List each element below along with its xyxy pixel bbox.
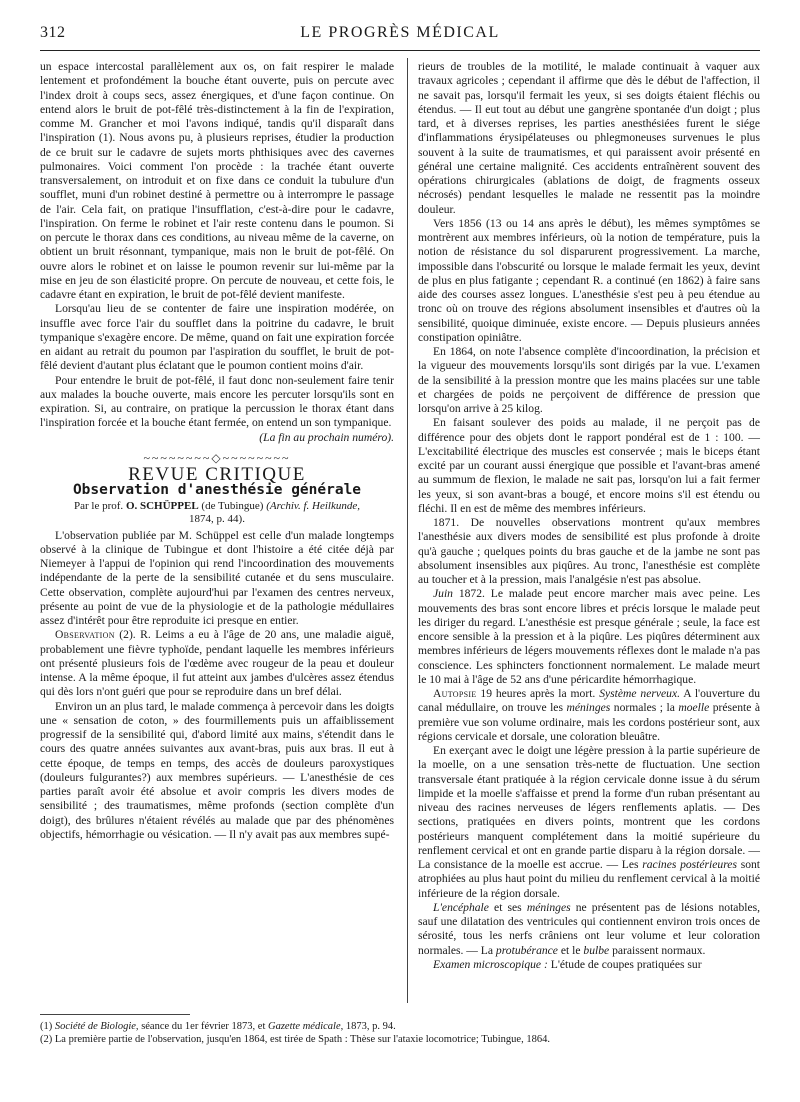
footnote xyxy=(40,1033,760,1046)
footnote-marker: (1) xyxy=(40,1021,53,1032)
continuation-note: (La fin au prochain numéro). xyxy=(259,430,394,444)
italic-term: moelle xyxy=(678,701,710,715)
footnote-text: 1873, p. 94. xyxy=(345,1021,396,1032)
paragraph-text: L'étude de coupes pratiquées sur xyxy=(550,957,702,971)
byline-prefix: Par le prof. xyxy=(74,499,124,512)
paragraph-text: (2). R. Leims a eu à l'âge de 20 ans, une maladie aiguë, probablement une fièvre typhoïde, pendant laquelle les membres inférieurs ont présenté plusieurs fois de l'œdème avec rougeur de la peau et douleur intense. A la même époque, il fut atteint aux jambes d'ulcères assez étendus qui dès lors n'ont guéri que pour se reproduire dans un bref délai. xyxy=(40,628,394,699)
footnote-source: Gazette médicale, xyxy=(268,1021,344,1032)
footnotes xyxy=(40,1020,760,1046)
paragraph-text: sont atrophiées au plus haut point du milieu du renflement cervical à la moitié inférieure de la région dorsale. xyxy=(418,858,761,900)
paragraph-text: présente à première vue son volume ordinaire, mais les cordons postérieur sont, aux régions cervicale et dorsale, une coloration bleuâtre. xyxy=(418,701,761,743)
paragraph xyxy=(418,958,760,972)
paragraph xyxy=(418,587,760,687)
footnote-source: Société de Biologie, xyxy=(54,1021,139,1032)
italic-term: Examen microscopique : xyxy=(433,957,548,971)
byline xyxy=(40,500,394,526)
paragraph: Environ un an plus tard, le malade commença à percevoir dans les doigts une « sensation de coton, » des fourmillements puis un affaiblissement progressif de la sensibilité qui, d'abord limité aux mains, s'étendit dans le cours des quatre années suivantes aux avant-bras, puis aux bras. Il eut à cette époque, de temps en temps, des accès de douleurs paroxystiques (douleurs fulgurantes?) aux membres supérieurs. — L'anesthésie de ces parties paraît avoir été absolue et avoir compris les divers modes de sensibilité ; des traumatismes, même profonds (section complète d'un doigt), des brûlures n'étaient révélés au malade que par des phénomènes objectifs, hémorrhagie ou vésication. — Il n'y avait pas aux membres supé- xyxy=(40,699,394,841)
italic-term: bulbe xyxy=(583,943,610,957)
paragraph-text: normales ; la xyxy=(613,701,675,715)
left-column xyxy=(40,60,394,842)
byline-source: (Archiv. f. Heilkunde, xyxy=(266,499,360,512)
byline-source-ref: 1874, p. 44). xyxy=(189,512,245,525)
footnote-text: séance du 1er février 1873, et xyxy=(141,1021,266,1032)
footnote-rule xyxy=(40,1014,190,1015)
paragraph xyxy=(418,901,760,958)
paragraph: En faisant soulever des poids au malade, il ne perçoit pas de différence pour des objets dont le rapport pondéral est de 1 : 100. — L'excitabilité électrique des muscles est conservée ; mais le biceps étant excité par un courant aussi énergique que possible et l'avant-bras amené au summum de flexion, le malade ne sait pas, lorsqu'on lui a fait fermer les yeux, si son avant-bras a bougé, et encore moins s'il est étendu ou fléchi. Il en est de même des membres inférieurs. xyxy=(418,416,760,515)
run-in-heading: Juin xyxy=(433,587,453,601)
run-in-heading: Autopsie xyxy=(433,687,477,700)
article-title: Observation d'anesthésie générale xyxy=(72,482,362,499)
column-divider xyxy=(407,58,408,1003)
paragraph: un espace intercostal parallèlement aux os, on fait respirer le malade lentement et profondément la bouche étant ouverte, puis on percute avec l'index droit à coups secs, assez énergiques, et d'une façon continue. On entend alors le bruit de pot-fêlé très-distinctement à la fin de l'expiration, comme M. Grancher et moi l'avons indiqué, tandis qu'il disparaît dans l'inspiration (1). Nous avons pu, à plusieurs reprises, étudier la production de ce bruit sur le cadavre de sujets morts phthisiques avec des cavernes pulmonaires. Voici comment l'on procède : la trachée étant ouverte transversalement, on introduit et on fixe dans ce conduit la tubulure d'un soufflet, muni d'un robinet destiné à permettre ou à interrompre le passage de l'air. Cela fait, on pratique l'insufflation, c'est-à-dire pour le cadavre, l'inspiration. On ferme le robinet et l'air reste contenu dans le poumon. Si on percute le thorax dans ces conditions, au niveau même de la caverne, on obtient un bruit résonnant, tympanique, mais non le bruit de pot-fêlé. On ouvre alors le robinet et on laisse le poumon revenir sur lui-même par la mise en jeu de son élasticité propre. On percute de nouveau, et cette fois, le cadavre étant en expiration, le bruit de pot-fêlé devient manifeste. xyxy=(40,60,394,301)
paragraph: rieurs de troubles de la motilité, le malade continuait à vaquer aux travaux agricoles ; cependant il affirme que dès le début de l'affection, il ne savait pas, lorsqu'il fermait les yeux, si ses doigts étaient fléchis ou étendus. — Il eut tout au début une gangrène spontanée d'un doigt ; plus tard, et à diverses reprises, les parties anesthésiées furent le siége d'inflammations érysipélateuses ou phlegmoneuses survenues le plus souvent à la suite de traumatismes, et qui paraissent avoir présenté en général une certaine malignité. Ces accidents entraînèrent souvent des opérations chirurgicales (ablations de doigt, de fragments osseux nécrosés) pendant lesquelles le malade ne ressentit pas la moindre douleur. xyxy=(418,60,760,216)
paragraph xyxy=(418,744,760,901)
paragraph xyxy=(40,628,394,699)
section-ornament: ~~~~~~~~◇~~~~~~~~ xyxy=(143,450,291,465)
footnote-text: La première partie de l'observation, jusqu'en 1864, est tirée de Spath : Thèse sur l'ataxie locomotrice; Tubingue, 1864. xyxy=(54,1034,550,1045)
right-column xyxy=(418,60,760,972)
byline-affiliation: (de Tubingue) xyxy=(201,499,264,512)
footnote-marker: (2) xyxy=(40,1034,53,1045)
italic-term: racines postérieures xyxy=(642,858,737,871)
paragraph: En 1864, on note l'absence complète d'incoordination, la précision et la vigueur des mouvements lorsqu'ils sont dirigés par la vue. L'examen de la sensibilité à la pression montre que les mains placées sur une table et chargées de poids ne perçoivent de différence de pression que lorsqu'on arrive à 25 kilog. xyxy=(418,345,760,415)
paragraph-text: et le xyxy=(560,943,581,957)
page-number: 312 xyxy=(40,24,66,41)
paragraph xyxy=(418,687,760,744)
section-title: REVUE CRITIQUE xyxy=(128,464,306,485)
paragraph-text: paraissent normaux. xyxy=(612,943,706,957)
italic-term: L'encéphale xyxy=(433,900,489,914)
paragraph xyxy=(40,373,394,444)
footnote xyxy=(40,1020,760,1033)
paragraph-text: Pour entendre le bruit de pot-fêlé, il faut donc non-seulement faire tenir aux malades la bouche ouverte, mais encore les percuter lorsqu'ils sont en expiration. Si, au contraire, on pratique la percussion le thorax étant dans l'inspiration forcée et la bouche étant fermée, on entend un son tympanique. xyxy=(40,373,394,430)
journal-title: LE PROGRÈS MÉDICAL xyxy=(300,24,500,41)
run-in-heading: Observation xyxy=(55,628,115,642)
paragraph-text: En exerçant avec le doigt une légère pression à la partie supérieure de la moelle, on a une sensation très-nette de fluctuation. Une section transversale étant pratiquée à la région cervicale donne issue à du sérum limpide et la moelle s'affaisse et prend la forme d'un ruban présentant au niveau des racines nerveuses de légers renflements aplatis. — Des sections, pratiquées en divers points, montrent que les cordons postérieurs manquent complétement dans la moitié supérieure du renflement cervical et ont en grande partie disparu à la région dorsale. — La consistance de la moelle est accrue. — Les xyxy=(418,744,760,871)
italic-term: méninges xyxy=(526,900,571,914)
paragraph-text: 1872. Le malade peut encore marcher mais avec peine. Les mouvements des bras sont encore libres et précis lorsque le malade peut les diriger du regard. L'anesthésie est presque générale ; seule, la face est encore sensible à la pression et à la piqûre. Les piqûres déterminent aux membres inférieurs de légers mouvements réflexes dont le malade n'a pas conscience. Les sphincters fonctionnent normalement. Le malade meurt le 10 mai à l'âge de 52 ans d'une péricardite hémorrhagique. xyxy=(418,587,760,686)
paragraph: Lorsqu'au lieu de se contenter de faire une inspiration modérée, on insuffle avec force l'air du soufflet dans la poitrine du cadavre, le bruit tympanique s'exagère encore. De même, quand on fait une expiration forcée en aidant au retrait du poumon par l'aspiration du soufflet, le bruit de pot-fêlé devient d'autant plus éclatant que le poumon contient moins d'air. xyxy=(40,302,394,373)
paragraph: 1871. De nouvelles observations montrent qu'aux membres l'anesthésie aux divers modes de sensibilité est plus profonde à droite qu'à gauche ; quelques points du bras gauche et de la jambe ne sont pas absolument insensibles aux piqûres. Au tronc, l'anesthésie est complète au toucher et à la pression, mais l'analgésie n'est pas absolue. xyxy=(418,516,760,586)
paragraph: Vers 1856 (13 ou 14 ans après le début), les mêmes symptômes se montrèrent aux membres inférieurs, où la notion de température, puis la notion de résistance du sol disparurent progressivement. La marche, impossible dans l'obscurité ou lorsque le malade fermait les yeux, devint de plus en plus fatigante ; cependant R. a continué (en 1862) à faire sans aide des courses assez longues. L'anesthésie s'est peu à peu étendue au tronc où on trouve des régions absolument insensibles et d'autres où la sensibilité, quoique diminuée, existe encore. — Depuis plusieurs années constipation opiniâtre. xyxy=(418,216,760,344)
paragraph-text: ne présentent pas de lésions notables, sauf une dilatation des ventricules qui contiennent environ trois onces de sérosité, tous les nerfs crâniens ont leur volume et leur coloration normales. — La xyxy=(418,900,761,957)
italic-term: protubérance xyxy=(495,943,558,957)
paragraph-text: et ses xyxy=(494,900,522,914)
paragraph-text: A l'ouverture du canal médullaire, on trouve les xyxy=(418,687,761,715)
header-rule xyxy=(40,50,760,51)
paragraph: L'observation publiée par M. Schüppel est celle d'un malade longtemps observé à la clinique de Tubingue et dont l'histoire a été citée déjà par Niemeyer à l'appui de l'opinion qui rend l'incoordination des mouvements indépendante de la perte de la sensibilité cutanée et du sens musculaire. Cette observation, complète aujourd'hui par l'examen des centres nerveux, présente au point de vue de la physiologie et de la pathologie médullaires assez d'intérêt pour être reproduite ici presque en entier. xyxy=(40,528,394,627)
italic-term: méninges xyxy=(566,701,611,715)
paragraph-text: 19 heures après la mort. xyxy=(480,687,596,700)
byline-author: O. SCHÜPPEL xyxy=(125,499,199,512)
subheading: Système nerveux. xyxy=(599,687,680,700)
page-header xyxy=(40,24,760,48)
